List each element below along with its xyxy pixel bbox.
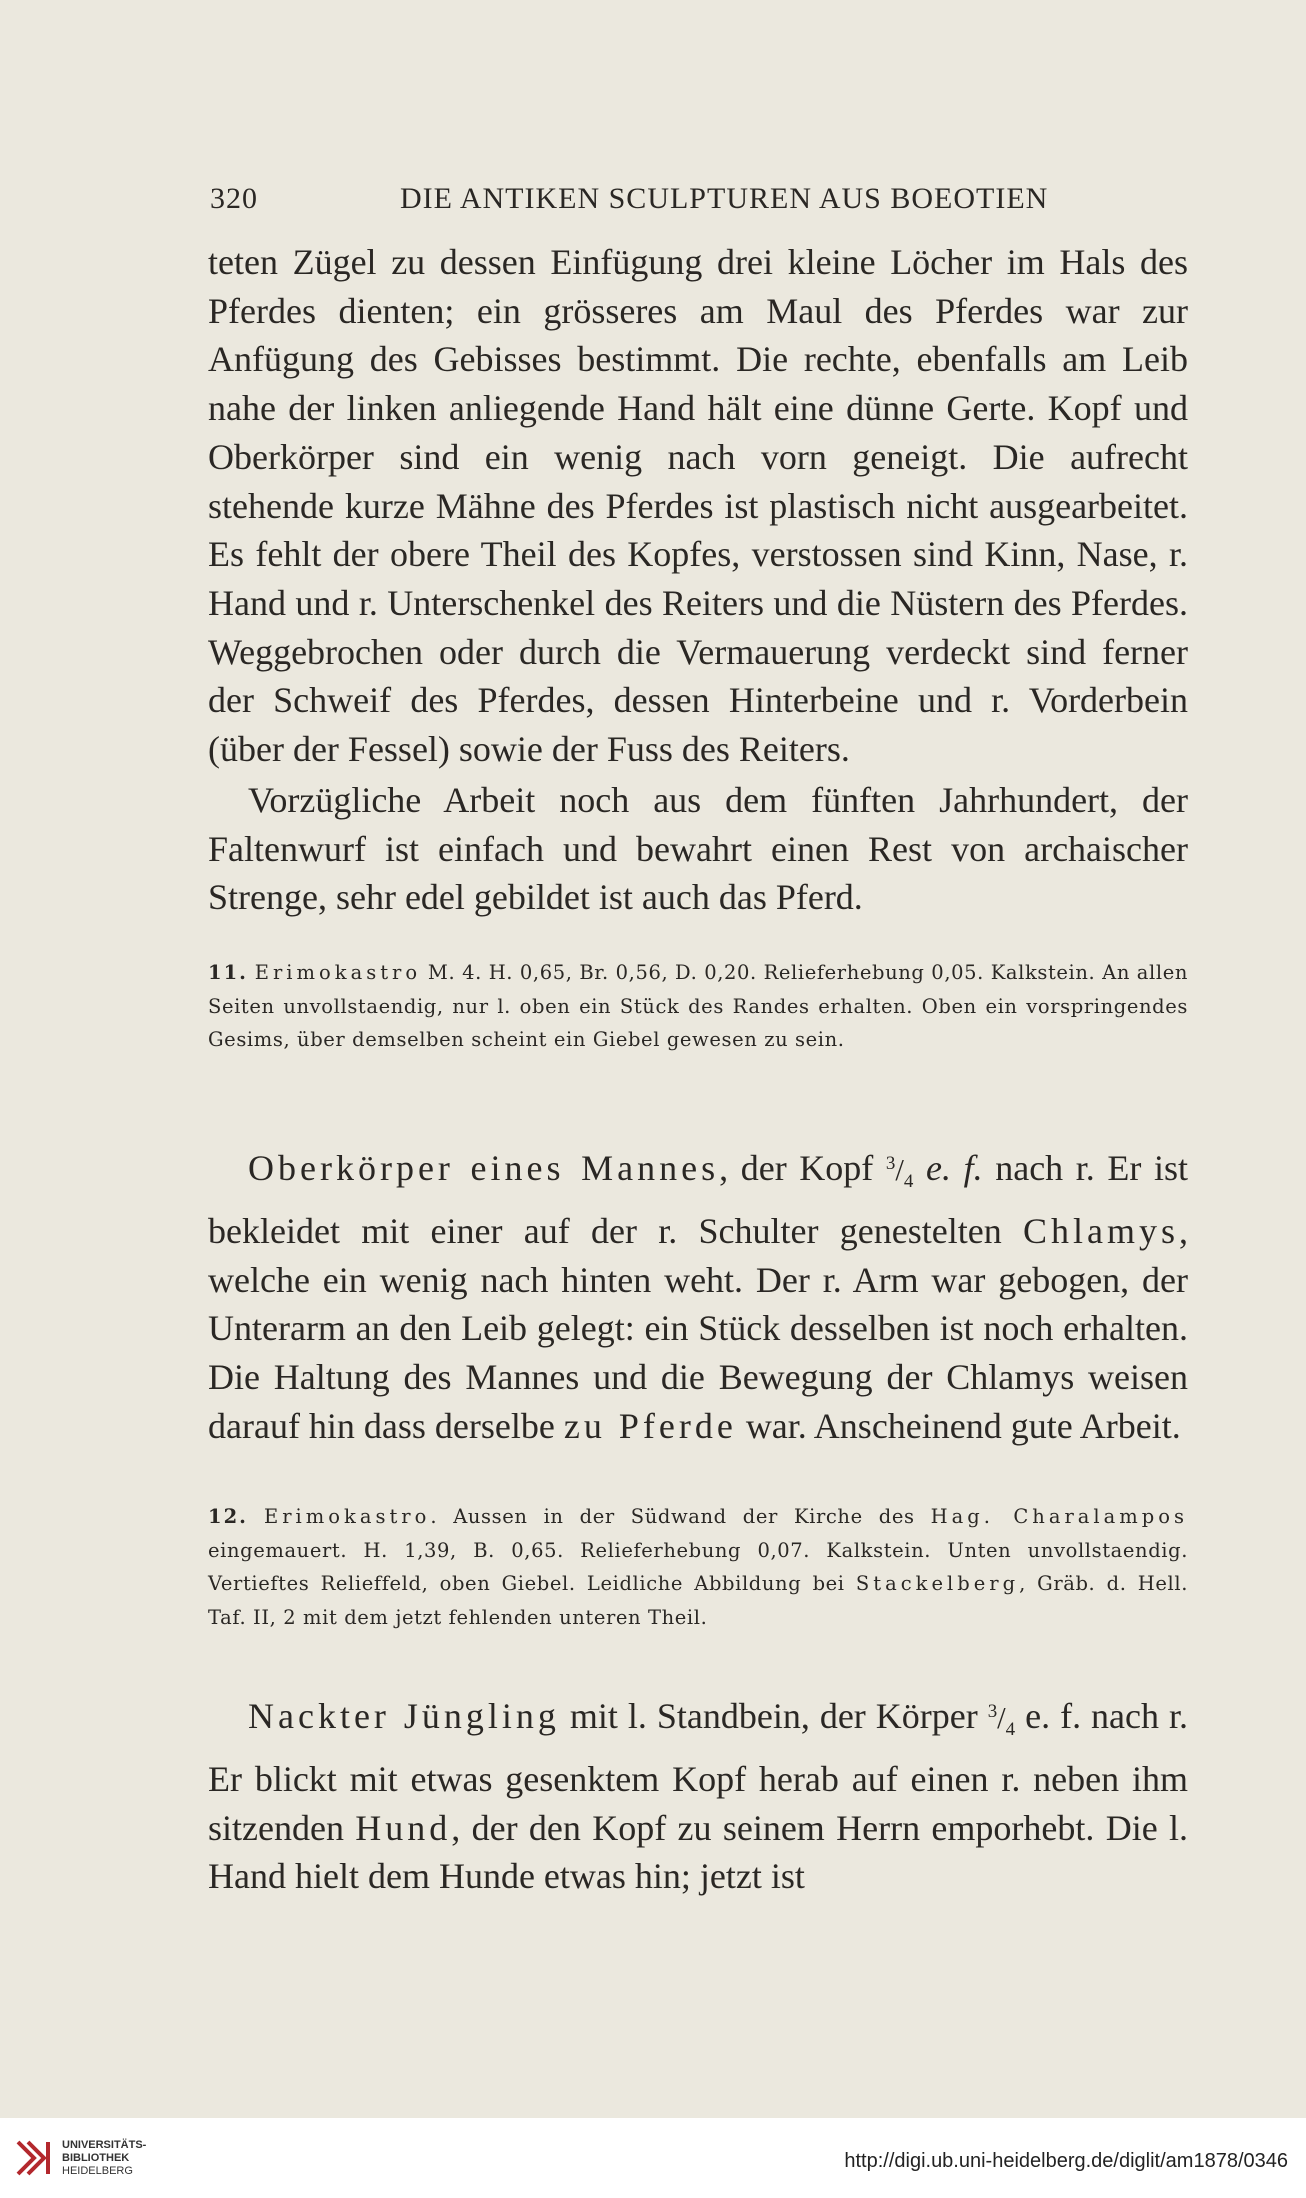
catalog-entry-11 [208,956,1188,1057]
entry-place: Erimokastro [263,1505,431,1528]
running-header [210,182,1190,216]
entry-church: Hag. Charalampos [930,1505,1188,1528]
library-logo[interactable] [14,2128,174,2188]
entry-number: 11. [208,961,248,984]
subject-heading: Nackter Jüngling [248,1696,560,1737]
permalink-url[interactable]: http://digi.ub.uni-heidelberg.de/diglit/am1878/0346 [844,2150,1288,2172]
paragraph-youth-description: Nackter Jüngling mit l. Standbein, der Körper $^3/_4$ e. f. nach r. Er blickt mit etwas gesenktem Kopf herab auf einen r. neben ihm sitzenden Hund, der den Kopf zu seinem Herrn emporhebt. Die l. Hand hielt dem Hunde etwas hin; jetzt ist [208,1696,1188,1897]
subject-heading: Oberkörper eines Mannes [248,1148,720,1189]
entry-details: M. 4. H. 0,65, Br. 0,56, D. 0,20. Relieferhebung 0,05. Kalkstein. An allen Seiten unvollstaendig, nur l. oben ein Stück des Randes erhalten. Oben ein vorspringendes Gesims, über demselben scheint ein Giebel gewesen zu sein. [208,961,1188,1051]
term-hund: Hund [355,1807,452,1848]
term-chlamys: Chlamys [1022,1211,1179,1251]
library-name: UNIVERSITÄTS- BIBLIOTHEK HEIDELBERG [62,2138,147,2177]
paragraph-assessment: Vorzügliche Arbeit noch aus dem fünften Jahrhundert, der Faltenwurf ist einfach und bewahrt einen Rest von archaischer Strenge, sehr edel gebildet ist auch das Pferd. [208,780,1188,918]
library-emblem-icon [14,2136,54,2180]
digitization-footer [0,2118,1306,2198]
entry-place: Erimokastro [254,961,422,984]
catalog-entry-12: 12. Erimokastro. Aussen in der Südwand der Kirche des Hag. Charalampos eingemauert. H. 1,39, B. 0,65. Relieferhebung 0,07. Kalkstein. Unten unvollstaendig. Vertieftes Relieffeld, oben Giebel. Leidliche Abbildung bei Stackelberg, Gräb. d. Hell. Taf. II, 2 mit dem jetzt fehlenden unteren Theil. [208,1505,1188,1629]
fraction: $^3/_4$ [885,1153,914,1193]
entry-number: 12. [208,1505,248,1528]
paragraph-torso-description: Oberkörper eines Mannes, der Kopf $^3/_4$ e. f. nach r. Er ist bekleidet mit einer auf der r. Schulter genestelten Chlamys, welche ein wenig nach hinten weht. Der r. Arm war gebogen, der Unterarm an den Leib gelegt: ein Stück desselben ist noch erhalten. Die Haltung des Mannes und die Bewegung der Chlamys weisen darauf hin dass derselbe zu Pferde war. Anscheinend gute Arbeit. [208,1148,1189,1446]
running-title: DIE ANTIKEN SCULPTUREN AUS BOEOTIEN [400,182,1049,215]
term-zu-pferde: zu Pferde [563,1405,737,1446]
paragraph-rider-description: teten Zügel zu dessen Einfügung drei kleine Löcher im Hals des Pferdes dienten; ein grösseres am Maul des Pferdes war zur Anfügung des Gebisses bestimmt. Die rechte, ebenfalls am Leib nahe der linken anliegende Hand hält eine dünne Gerte. Kopf und Oberkörper sind ein wenig nach vorn geneigt. Die aufrecht stehende kurze Mähne des Pferdes ist plastisch nicht ausgearbeitet. Es fehlt der obere Theil des Kopfes, verstossen sind Kinn, Nase, r. Hand und r. Unterschenkel des Reiters und die Nüstern des Pferdes. Weggebrochen oder durch die Vermauerung verdeckt sind ferner der Schweif des Pferdes, dessen Hinterbeine und r. Vorderbein (über der Fessel) sowie der Fuss des Reiters. [208,242,1188,770]
fraction: $^3/_4$ [987,1701,1016,1741]
page-number: 320 [210,182,258,215]
entry-reference: Stackelberg [855,1572,1020,1595]
